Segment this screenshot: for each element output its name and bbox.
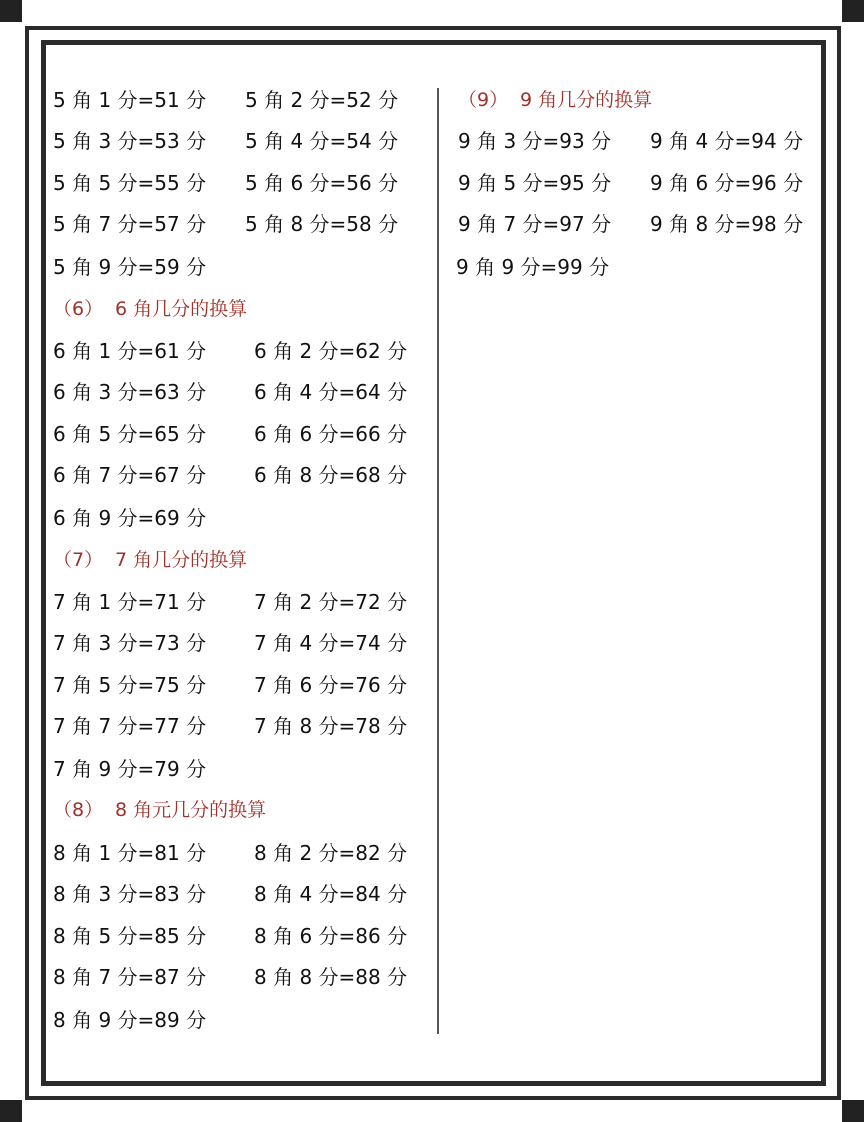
list-item: 7 角 8 分=78 分	[254, 714, 408, 738]
list-item: 7 角 3 分=73 分	[53, 631, 207, 655]
section-heading-8	[53, 797, 266, 823]
section-title: 6 角几分的换算	[115, 298, 248, 320]
section-heading-9	[458, 87, 652, 113]
column-divider	[437, 88, 439, 1034]
list-item: 7 角 5 分=75 分	[53, 673, 207, 697]
corner-mark-bottom-left	[0, 1100, 22, 1122]
corner-mark-top-right	[842, 0, 864, 22]
list-item: 5 角 9 分=59 分	[53, 255, 207, 279]
list-item: 8 角 7 分=87 分	[53, 965, 207, 989]
list-item: 5 角 2 分=52 分	[245, 88, 399, 112]
section-heading-6	[53, 296, 247, 322]
list-item: 6 角 5 分=65 分	[53, 422, 207, 446]
list-item: 5 角 3 分=53 分	[53, 129, 207, 153]
section-title: 8 角元几分的换算	[115, 799, 267, 821]
list-item: 6 角 8 分=68 分	[254, 463, 408, 487]
list-item: 5 角 1 分=51 分	[53, 88, 207, 112]
section-heading-7	[53, 547, 247, 573]
list-item: 5 角 7 分=57 分	[53, 212, 207, 236]
section-number: （7）	[53, 549, 104, 571]
list-item: 6 角 3 分=63 分	[53, 380, 207, 404]
list-item: 8 角 3 分=83 分	[53, 882, 207, 906]
section-number: （8）	[53, 799, 104, 821]
list-item: 6 角 1 分=61 分	[53, 339, 207, 363]
list-item: 5 角 5 分=55 分	[53, 171, 207, 195]
section-title: 9 角几分的换算	[520, 89, 653, 111]
list-item: 7 角 6 分=76 分	[254, 673, 408, 697]
section-number: （6）	[53, 298, 104, 320]
section-title: 7 角几分的换算	[115, 549, 248, 571]
list-item: 8 角 9 分=89 分	[53, 1008, 207, 1032]
list-item: 8 角 1 分=81 分	[53, 841, 207, 865]
list-item: 6 角 7 分=67 分	[53, 463, 207, 487]
list-item: 5 角 6 分=56 分	[245, 171, 399, 195]
list-item: 7 角 9 分=79 分	[53, 757, 207, 781]
list-item: 9 角 9 分=99 分	[456, 255, 610, 279]
list-item: 8 角 5 分=85 分	[53, 924, 207, 948]
list-item: 8 角 6 分=86 分	[254, 924, 408, 948]
list-item: 6 角 6 分=66 分	[254, 422, 408, 446]
list-item: 7 角 1 分=71 分	[53, 590, 207, 614]
list-item: 9 角 4 分=94 分	[650, 129, 804, 153]
list-item: 8 角 4 分=84 分	[254, 882, 408, 906]
list-item: 9 角 6 分=96 分	[650, 171, 804, 195]
corner-mark-bottom-right	[842, 1100, 864, 1122]
list-item: 5 角 4 分=54 分	[245, 129, 399, 153]
list-item: 7 角 2 分=72 分	[254, 590, 408, 614]
corner-mark-top-left	[0, 0, 22, 22]
list-item: 9 角 8 分=98 分	[650, 212, 804, 236]
list-item: 9 角 3 分=93 分	[458, 129, 612, 153]
list-item: 8 角 8 分=88 分	[254, 965, 408, 989]
list-item: 6 角 2 分=62 分	[254, 339, 408, 363]
list-item: 6 角 4 分=64 分	[254, 380, 408, 404]
list-item: 7 角 7 分=77 分	[53, 714, 207, 738]
list-item: 9 角 7 分=97 分	[458, 212, 612, 236]
list-item: 6 角 9 分=69 分	[53, 506, 207, 530]
list-item: 5 角 8 分=58 分	[245, 212, 399, 236]
section-number: （9）	[458, 89, 509, 111]
list-item: 8 角 2 分=82 分	[254, 841, 408, 865]
list-item: 9 角 5 分=95 分	[458, 171, 612, 195]
list-item: 7 角 4 分=74 分	[254, 631, 408, 655]
